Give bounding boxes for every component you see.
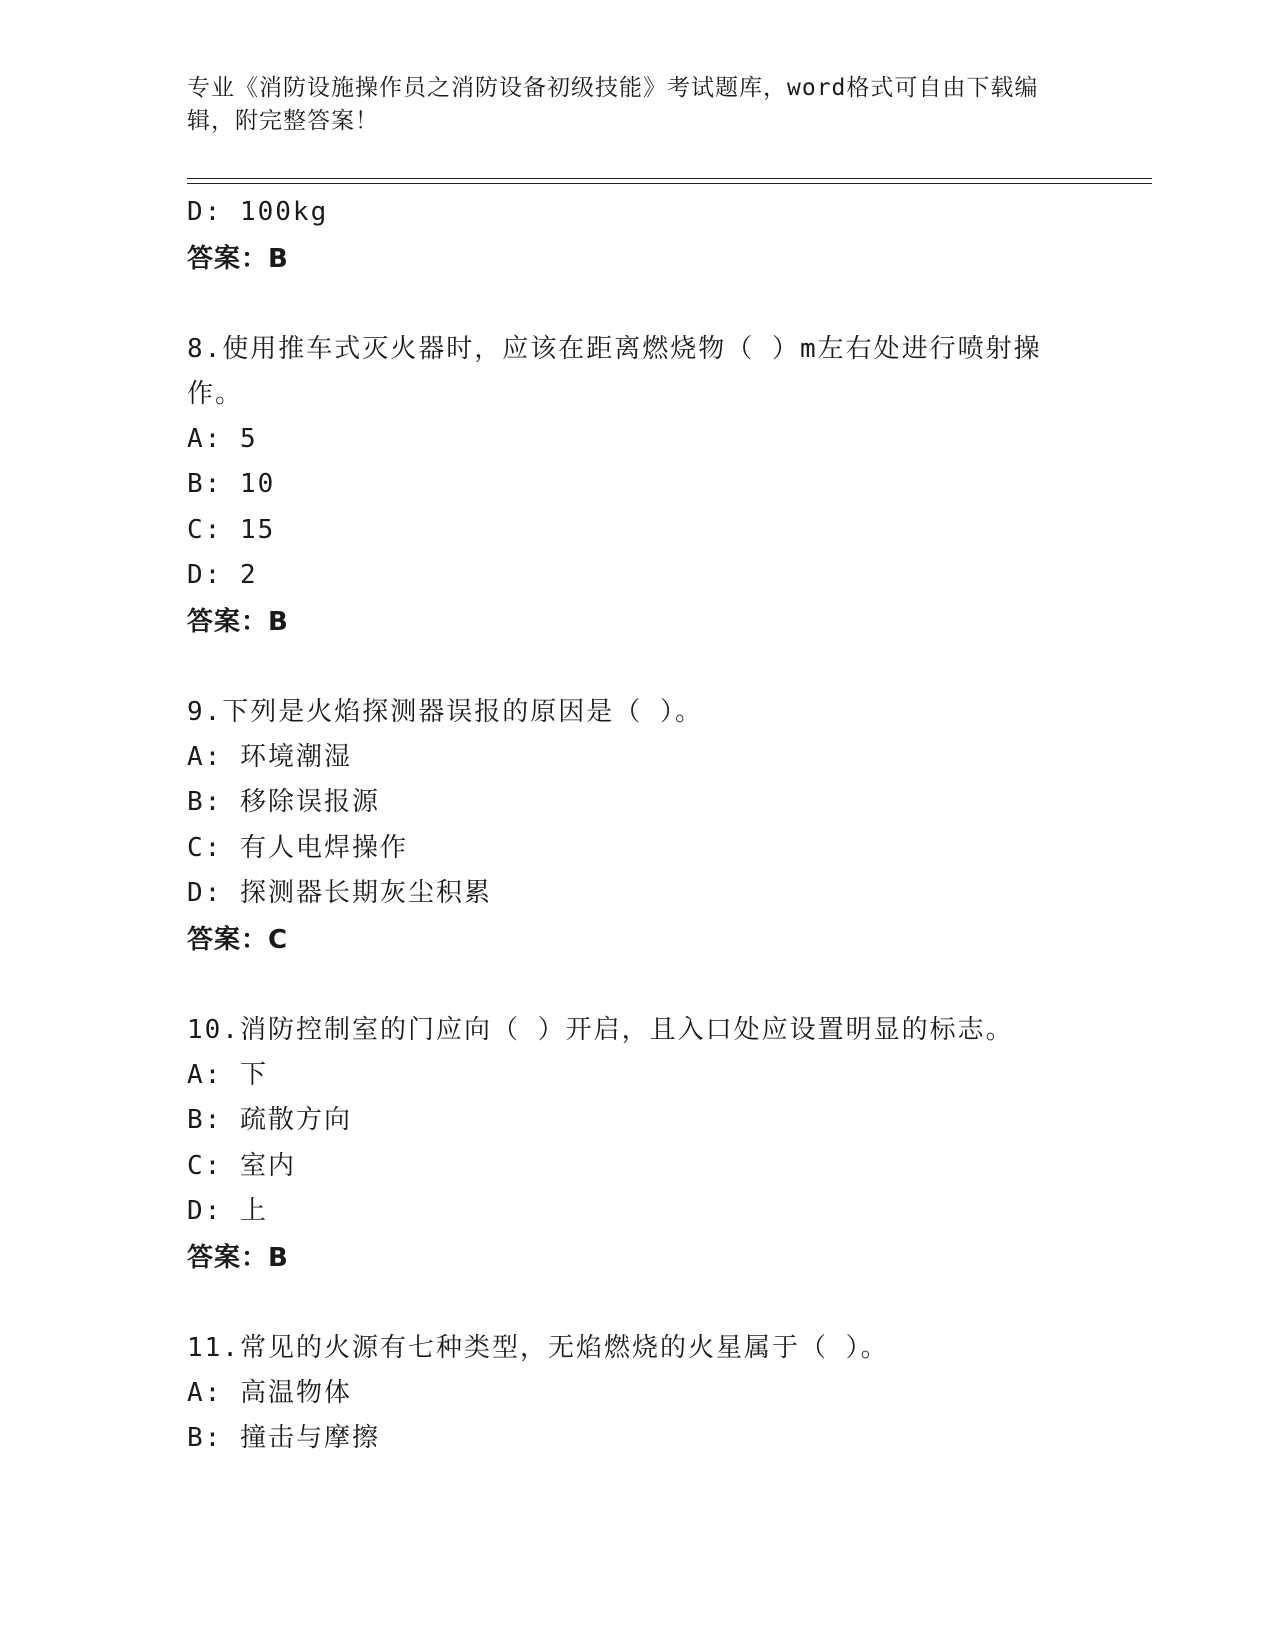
- spacer: [187, 963, 1087, 1008]
- header-line-1: 专业《消防设施操作员之消防设备初级技能》考试题库，word格式可自由下载编: [187, 75, 1039, 101]
- option-d: D: 100kg: [187, 197, 329, 227]
- spacer: [187, 645, 1087, 690]
- question-list: [187, 190, 1087, 1462]
- question-10: [187, 1008, 1087, 1281]
- option-d: D: 2: [187, 560, 258, 590]
- question-9: [187, 690, 1087, 963]
- question-11: [187, 1326, 1087, 1462]
- header-rule-bottom: [187, 183, 1152, 184]
- option-d: D: 探测器长期灰尘积累: [187, 878, 492, 908]
- option-d: D: 上: [187, 1196, 268, 1226]
- question-stem: 8.使用推车式灭火器时，应该在距离燃烧物（ ）m左右处进行喷射操: [187, 333, 1042, 364]
- spacer: [187, 1281, 1087, 1326]
- question-stem-continued: 作。: [187, 378, 244, 409]
- option-b: B: 移除误报源: [187, 787, 380, 817]
- option-a: A: 5: [187, 423, 258, 454]
- document-header: [187, 72, 1087, 138]
- spacer: [187, 282, 1087, 327]
- option-a: A: 高温物体: [187, 1377, 352, 1408]
- answer: 答案：C: [187, 924, 289, 955]
- option-c: C: 15: [187, 514, 276, 545]
- question-stem: 11.常见的火源有七种类型，无焰燃烧的火星属于（ ）。: [187, 1332, 889, 1363]
- header-line-2: 辑，附完整答案！: [187, 108, 379, 134]
- question-8: [187, 327, 1087, 645]
- answer: 答案：B: [187, 606, 289, 637]
- option-b: B: 10: [187, 469, 276, 499]
- option-a: A: 下: [187, 1059, 268, 1090]
- option-b: B: 撞击与摩擦: [187, 1423, 380, 1453]
- answer: 答案：B: [187, 1242, 289, 1273]
- question-stem: 9.下列是火焰探测器误报的原因是（ ）。: [187, 696, 703, 727]
- answer: 答案：B: [187, 243, 289, 274]
- option-c: C: 有人电焊操作: [187, 832, 408, 863]
- header-rule-top: [187, 178, 1152, 179]
- question-stem: 10.消防控制室的门应向（ ）开启，且入口处应设置明显的标志。: [187, 1014, 1014, 1045]
- option-b: B: 疏散方向: [187, 1105, 352, 1135]
- option-a: A: 环境潮湿: [187, 741, 352, 772]
- option-c: C: 室内: [187, 1150, 296, 1181]
